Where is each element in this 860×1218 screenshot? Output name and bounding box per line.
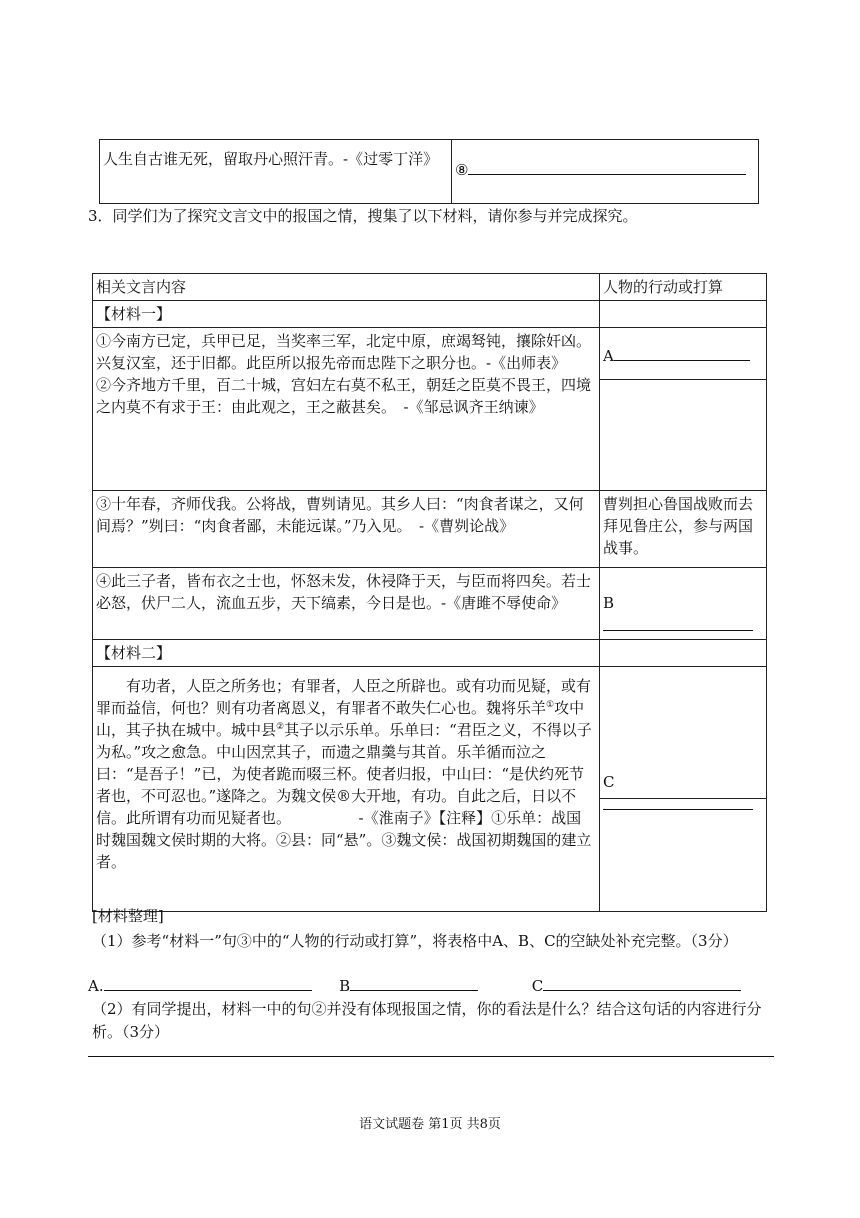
note-1: ① (546, 700, 555, 710)
organize-title: [材料整理] (92, 907, 164, 925)
m2-part4: 大开地，有功。自此之后，日以不信。此所谓有功而见疑者也。 -《淮南子》【注释】①乐单：战国时魏国魏文侯时期的大将。②县：同“悬”。③魏文侯：战国初期魏国的建立者。 (96, 787, 592, 871)
items-1-2 (93, 328, 600, 491)
answer-blank-a[interactable] (614, 344, 750, 361)
empty-cell (600, 301, 767, 328)
item-1b: 兴复汉室，还于旧都。此臣所以报先帝而忠陛下之职分也。-《出师表》 (96, 354, 567, 372)
empty-cell-2 (600, 640, 767, 667)
label-b: B (603, 594, 615, 612)
q1-c-label: C (531, 977, 544, 995)
section2-label: 【材料二】 (93, 640, 600, 667)
q1-a-blank[interactable] (104, 974, 312, 991)
answer-blank-c[interactable] (603, 793, 753, 810)
material-2-text (93, 667, 600, 912)
section1-label: 【材料一】 (93, 301, 600, 328)
poem-cell (100, 140, 452, 204)
item-1: ①今南方已定，兵甲已足，当奖率三军，北定中原，庶竭驽钝，攘除奸凶。 (96, 332, 592, 350)
poem-text: 人生自古谁无死，留取丹心照汗青。-《过零丁洋》 (103, 150, 439, 168)
item-3-answer: 曹刿担心鲁国战败而去拜见鲁庄公，参与两国战事。 (600, 491, 767, 568)
m2-part1: 有功者，人臣之所务也；有罪者，人臣之所辟也。或有功而见疑，或有罪而益信，何也？则有功者离恩义，有罪者不敢失仁心也。魏将乐羊 (96, 677, 592, 717)
answer-blank-b[interactable] (603, 614, 753, 631)
poem-table (99, 139, 759, 204)
organize-q1: （1）参考“材料一”句③中的“人物的行动或打算”，将表格中A、B、C的空缺处补充完整。（3分） (92, 932, 738, 950)
q1-b-blank[interactable] (350, 974, 478, 991)
label-a: A (603, 347, 614, 365)
material-table (92, 273, 767, 912)
q1-c-blank[interactable] (543, 974, 741, 991)
q2-answer-line[interactable] (88, 1056, 774, 1057)
note-2: ② (276, 722, 285, 732)
answer-a-cell (600, 328, 767, 491)
question-3-stem: 3．同学们为了探究文言文中的报国之情，搜集了以下材料，请你参与并完成探究。 (88, 207, 638, 225)
circled-marker: ⑧ (455, 161, 469, 179)
item-3: ③十年春，齐师伐我。公将战，曹刿请见。其乡人曰：“肉食者谋之，又何间焉？”刿曰：“肉食者鄙，未能远谋。”乃入见。 -《曹刿论战》 (93, 491, 600, 568)
answer-blank-8[interactable] (468, 158, 746, 175)
m2-part2: 攻中山，其子执在城中。城中县 (96, 699, 585, 739)
header-action: 人物的行动或打算 (600, 274, 767, 301)
item-4: ④此三子者，皆布衣之士也，怀怒未发，休祲降于天，与臣而将四矣。若士必怒，伏尸二人，流血五步，天下缟素，今日是也。-《唐雎不辱使命》 (93, 568, 600, 640)
label-c: C (603, 773, 615, 791)
answer-b-cell (600, 568, 767, 640)
q1-a-label: A. (88, 977, 104, 995)
page-footer: 语文试题卷 第1页 共8页 (359, 1117, 501, 1132)
q1-answer-line (88, 974, 788, 998)
answer-cell-8 (452, 140, 759, 204)
organize-q2: （2）有同学提出，材料一中的句②并没有体现报国之情，你的看法是什么？结合这句话的内容进行分析。（3分） (92, 1000, 762, 1041)
header-content: 相关文言内容 (93, 274, 600, 301)
m2-part3: 其子以示乐单。乐单曰：“君臣之义，不得以子为私。”攻之愈急。中山因烹其子，而遗之鼎羹与其首。乐羊循而泣之曰：“是吾子！”已，为使者跪而啜三杯。使者归报，中山曰：“是伏约死节者也，不可忍也。”遂降之。为魏文侯 (96, 721, 592, 805)
answer-c-cell (600, 667, 767, 912)
item-2: ②今齐地方千里，百二十城，宫妇左右莫不私王，朝廷之臣莫不畏王，四境之内莫不有求于王：由此观之，王之蔽甚矣。 -《邹忌讽齐王纳谏》 (96, 376, 592, 416)
note-3: ® (336, 787, 352, 805)
q1-b-label: B (339, 977, 351, 995)
